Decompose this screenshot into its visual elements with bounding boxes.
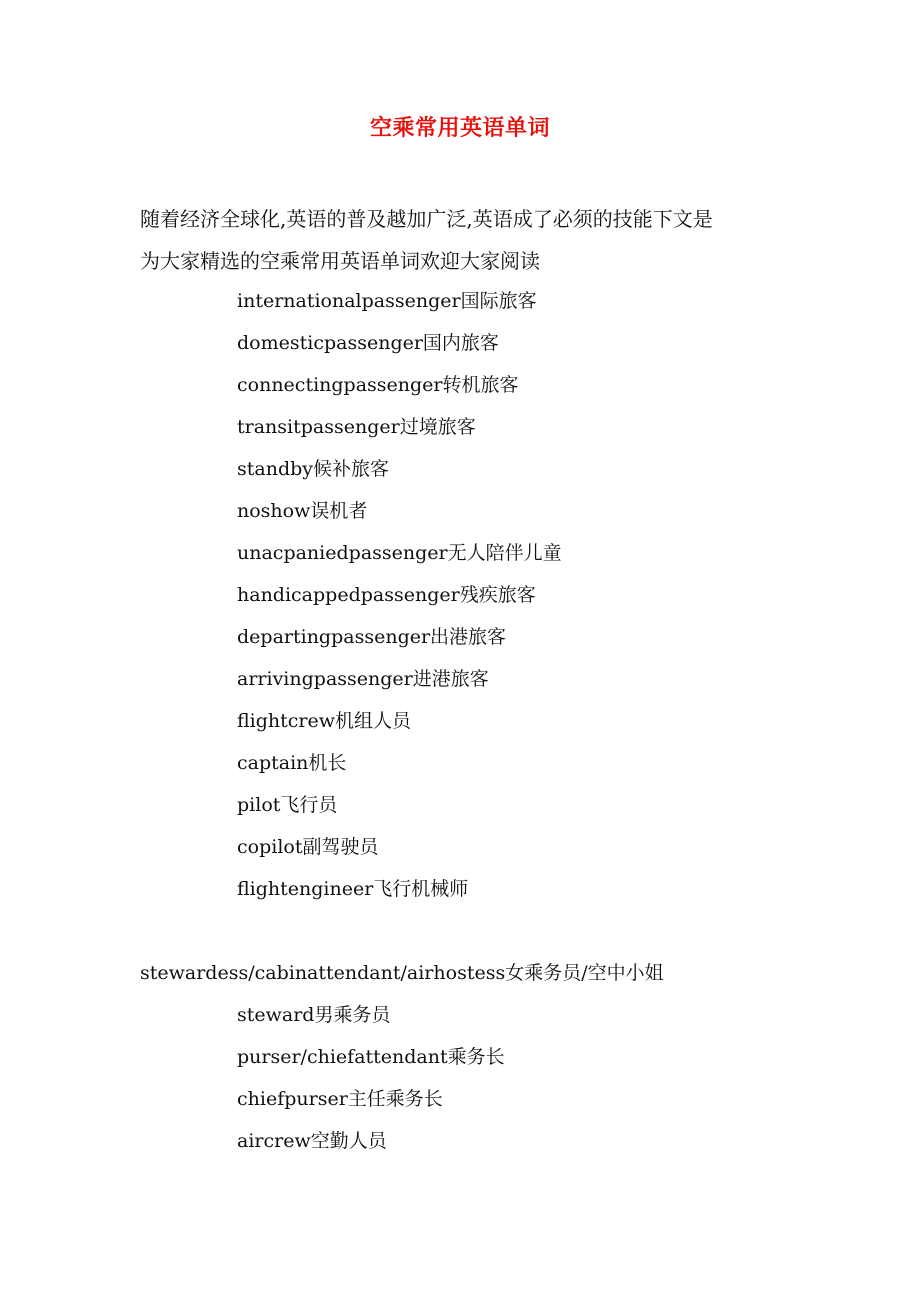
vocab-entry: domesticpassenger国内旅客 [237,332,499,354]
vocab-entry: pilot飞行员 [237,794,338,816]
vocab-entry: steward男乘务员 [237,1004,391,1026]
vocab-entry: copilot副驾驶员 [237,836,379,858]
intro-line-1: 随着经济全球化,英语的普及越加广泛,英语成了必须的技能下文是 [140,207,713,231]
vocab-entry: departingpassenger出港旅客 [237,626,507,648]
vocab-entry-flush: stewardess/cabinattendant/airhostess女乘务员/空中小姐 [140,962,664,984]
vocabulary-list [237,280,562,910]
vocab-entry: transitpassenger过境旅客 [237,416,476,438]
vocab-entry: unacpaniedpassenger无人陪伴儿童 [237,542,562,564]
vocab-entry: handicappedpassenger残疾旅客 [237,584,536,606]
vocab-entry: flightengineer飞行机械师 [237,878,469,900]
vocab-entry: purser/chiefattendant乘务长 [237,1046,505,1068]
intro-paragraph [140,198,790,282]
vocab-entry: aircrew空勤人员 [237,1130,387,1152]
vocab-entry: captain机长 [237,752,347,774]
vocab-entry: noshow误机者 [237,500,368,522]
document-title: 空乘常用英语单词 [369,115,550,141]
vocab-entry: connectingpassenger转机旅客 [237,374,519,396]
vocab-entry: standby候补旅客 [237,458,390,480]
vocab-entry: flightcrew机组人员 [237,710,412,732]
vocab-entry: internationalpassenger国际旅客 [237,290,537,312]
vocab-entry: arrivingpassenger进港旅客 [237,668,489,690]
vocab-entry: chiefpurser主任乘务长 [237,1088,443,1110]
intro-line-2: 为大家精选的空乘常用英语单词欢迎大家阅读 [140,249,540,273]
vocabulary-list-continued [237,994,505,1162]
